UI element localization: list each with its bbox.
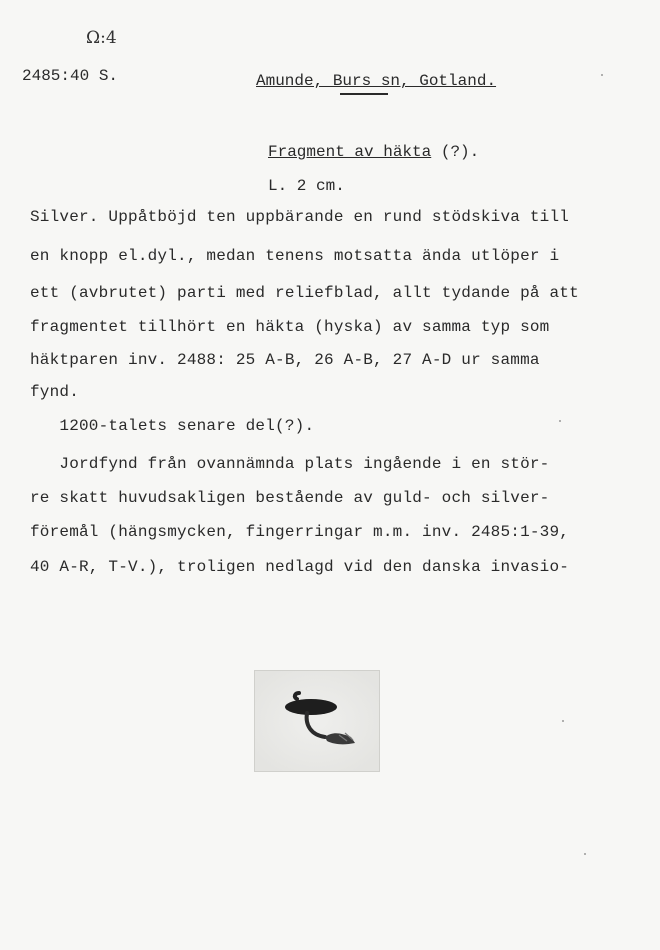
text-line: re skatt huvudsakligen bestående av guld- och silver-: [30, 489, 550, 507]
object-length: L. 2 cm.: [268, 177, 345, 195]
support-disc: [285, 699, 337, 715]
text-line: Jordfynd från ovannämnda plats ingående i en stör-: [30, 455, 550, 473]
object-suffix: (?).: [431, 143, 480, 161]
text-line: fynd.: [30, 383, 80, 401]
paper-speck: [562, 720, 564, 722]
underline-mark: [340, 93, 388, 95]
text-line: 1200-talets senare del(?).: [30, 417, 315, 435]
inventory-number: 2485:40 S.: [22, 67, 119, 85]
silver-hook-fragment-photo: [255, 671, 379, 771]
handwritten-note: Ω:4: [86, 28, 117, 48]
text-line: ett (avbrutet) parti med reliefblad, allt tydande på att: [30, 284, 579, 302]
text-line: 40 A-R, T-V.), troligen nedlagd vid den danska invasio-: [30, 558, 570, 576]
text-line: Silver. Uppåtböjd ten uppbärande en rund stödskiva till: [30, 208, 570, 226]
text-line: häktparen inv. 2488: 25 A-B, 26 A-B, 27 A-D ur samma: [30, 351, 540, 369]
site-heading: Amunde, Burs sn, Gotland.: [256, 72, 497, 90]
object-photo: [254, 670, 380, 772]
text-line: fragmentet tillhört en häkta (hyska) av samma typ som: [30, 318, 550, 336]
paper-speck: [601, 74, 603, 76]
text-line: föremål (hängsmycken, fingerringar m.m. inv. 2485:1-39,: [30, 523, 570, 541]
paper-speck: [584, 853, 586, 855]
paper-speck: [559, 420, 561, 422]
object-title: [268, 143, 479, 161]
object-name: Fragment av häkta: [268, 143, 432, 161]
text-line: en knopp el.dyl., medan tenens motsatta ända utlöper i: [30, 247, 560, 265]
